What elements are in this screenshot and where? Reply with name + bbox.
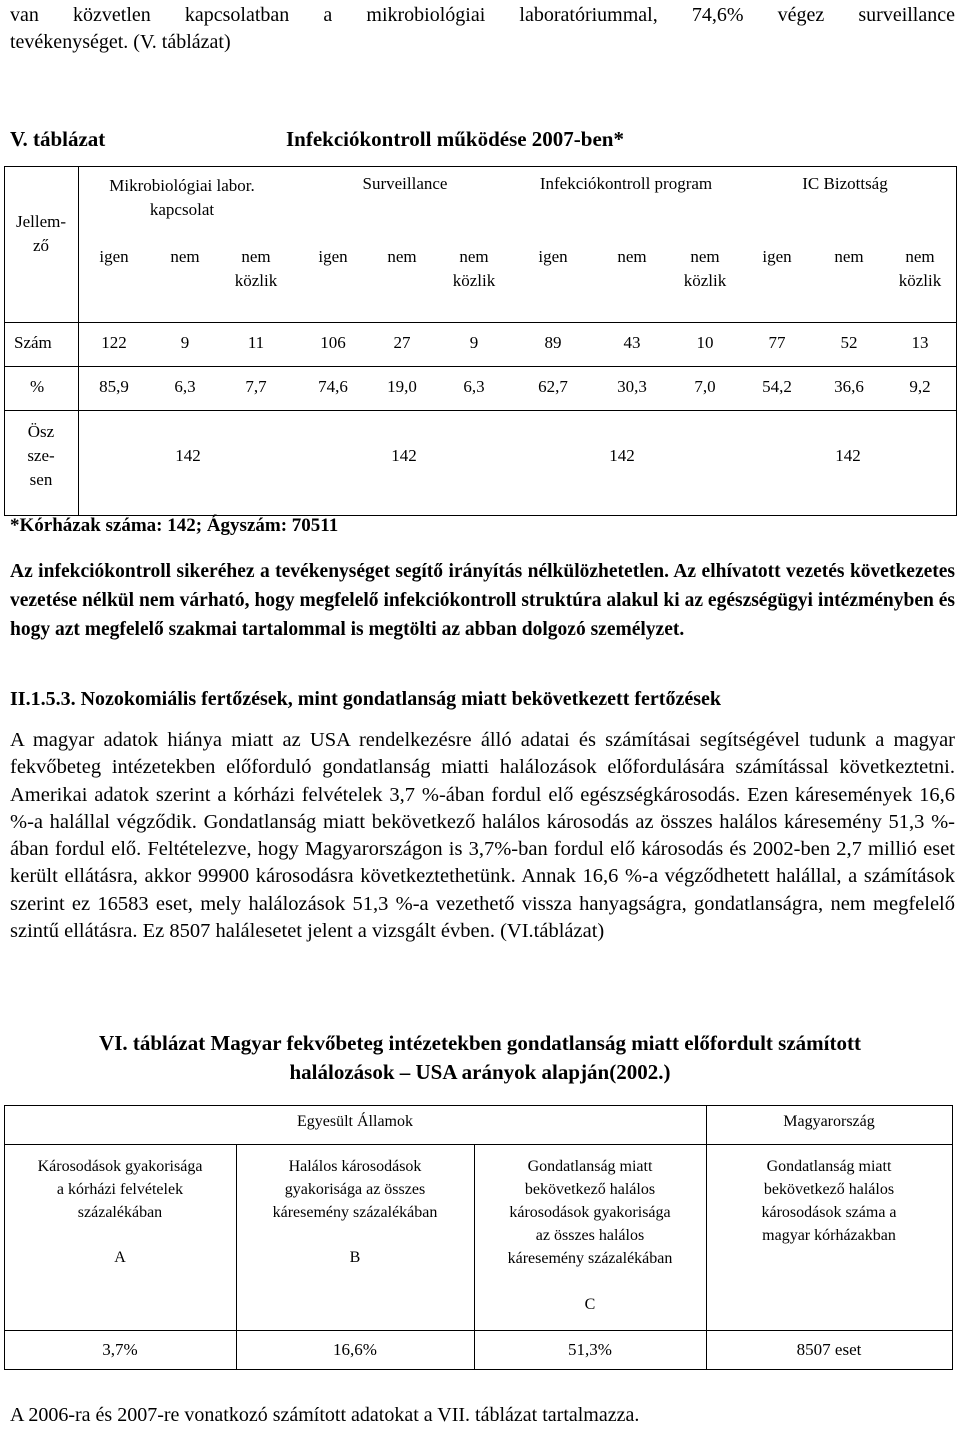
group-surveillance: Surveillance: [362, 174, 448, 193]
table-cell: 10: [696, 333, 714, 352]
body-paragraph: A magyar adatok hiánya miatt az USA rendelkezésre álló adatai és számításai segítségével tudunk a magyar fekvőbeteg intézetekben előforduló gondatlanság miatti halálozások előfordulására számítással következtetni. Amerikai adatok szerint a kórházi felvételek 3,7 %-ában fordul elő egészségkárosodás. Ezen káresemények 16,6 %-a halállal végződik. Gondatlanság miatt bekövetkező halálos károsodás az összes halálos káresemény 51,3 %-ában fordul elő. Feltételezve, hogy Magyarországon is 3,7%-ban fordul elő károsodás és 2002-ben 2,7 millió eset került ellátásra, akkor 99900 károsodásra következtethetünk. Annak 16,6 %-a végződhetett halállal, a számítások szerint ez 16583 eset, mely halálozások 51,3 %-a vezethető vissza hanyagságra, gondatlanságra, nem megfelelő szintű ellátásra. Ez 8507 halálesetet jelent a vizsgált évben. (VI.táblázat): [10, 729, 955, 943]
intro-line-1: van közvetlen kapcsolatban a mikrobiológiai laboratóriummal, 74,6% végez surveillance: [10, 4, 955, 26]
subheader-cell: igen: [762, 247, 792, 266]
table-cell: 106: [320, 333, 346, 352]
table5-footnote: *Kórházak száma: 142; Ágyszám: 70511: [10, 515, 339, 536]
total-value: 142: [835, 446, 861, 465]
subheader-cell: igen: [538, 247, 568, 266]
table-cell: 7,0: [694, 377, 716, 396]
table-cell: 30,3: [617, 377, 647, 396]
table-cell: 74,6: [318, 377, 348, 396]
table-cell: 36,6: [834, 377, 864, 396]
table-cell: 19,0: [387, 377, 417, 396]
bold-paragraph: Az infekciókontroll sikeréhez a tevékenységet segítő irányítás nélkülözhetetlen. Az elhívatott vezetés következetes vezetése nélkül nem várható, hogy megfelelő infekciókontroll struktúra alakul ki az egészségügyi intézményben és hogy azt megfelelő szakmai tartalommal is megtölti az abban dolgozó személyzet.: [10, 561, 955, 640]
section-heading: II.1.5.3. Nozokomiális fertőzések, mint gondatlanság miatt bekövetkezett fertőzések: [10, 688, 721, 710]
value-b: 16,6%: [333, 1340, 377, 1359]
col-d-header: Gondatlanság miatt bekövetkező halálos károsodások száma a magyar kórházakban: [761, 1158, 897, 1244]
subheader-cell: nem: [387, 247, 417, 266]
table-cell: 11: [247, 333, 265, 352]
table-cell: 6,3: [463, 377, 485, 396]
col-b-letter: B: [349, 1249, 361, 1266]
col-b-header: Halálos károsodások gyakorisága az összes káresemény százalékában: [272, 1158, 438, 1221]
subheader-cell: nem: [834, 247, 864, 266]
intro-line-2: tevékenységet. (V. táblázat): [10, 31, 231, 53]
col-c-letter: C: [584, 1296, 596, 1313]
group-us: Egyesült Államok: [297, 1113, 413, 1130]
table-cell: 9: [469, 333, 479, 352]
subheader-cell: igen: [318, 247, 348, 266]
table-cell: 89: [544, 333, 562, 352]
table-cell: 85,9: [99, 377, 129, 396]
table-cell: 77: [768, 333, 786, 352]
total-value: 142: [609, 446, 635, 465]
table-cell: 62,7: [538, 377, 568, 396]
group-hu: Magyarország: [783, 1113, 875, 1130]
group-mikro: Mikrobiológiai labor. kapcsolat: [109, 176, 255, 219]
table-cell: 7,7: [245, 377, 267, 396]
table-cell: 6,3: [174, 377, 196, 396]
group-ic-program: Infekciókontroll program: [539, 174, 713, 193]
subheader-cell: igen: [99, 247, 129, 266]
total-value: 142: [175, 446, 201, 465]
col-c-header: Gondatlanság miatt bekövetkező halálos károsodások gyakorisága az összes halálos káresemény százalékában: [507, 1158, 673, 1267]
subheader-cell: nem: [617, 247, 647, 266]
subheader-cell: nem: [170, 247, 200, 266]
table6-title-1: VI. táblázat Magyar fekvőbeteg intézetekben gondatlanság miatt előfordult számított: [99, 1031, 861, 1055]
table5-label: V. táblázat: [10, 127, 106, 151]
table6-title-2: halálozások – USA arányok alapján(2002.): [289, 1060, 671, 1084]
value-c: 51,3%: [568, 1340, 612, 1359]
table-cell: 54,2: [762, 377, 792, 396]
col-a-header: Károsodások gyakorisága a kórházi felvételek százalékában: [37, 1158, 203, 1221]
table-cell: 43: [623, 333, 641, 352]
table-cell: 9,2: [909, 377, 931, 396]
value-d: 8507 eset: [796, 1340, 862, 1359]
table-cell: 9: [180, 333, 190, 352]
value-a: 3,7%: [102, 1340, 138, 1359]
table-cell: 52: [840, 333, 858, 352]
subheader-cell: nem közlik: [898, 247, 942, 290]
row-label-szam: Szám: [14, 333, 52, 352]
table-cell: 13: [911, 333, 929, 352]
table-cell: 27: [393, 333, 411, 352]
total-label: Ösz sze- sen: [27, 422, 55, 489]
subheader-cell: nem közlik: [234, 247, 278, 290]
table-cell: 122: [101, 333, 127, 352]
subheader-cell: nem közlik: [683, 247, 727, 290]
total-value: 142: [391, 446, 417, 465]
col-a-letter: A: [114, 1249, 126, 1266]
row-header: Jellem- ző: [15, 212, 67, 255]
group-ic-bizottsag: IC Bizottság: [802, 174, 888, 193]
subheader-cell: nem közlik: [452, 247, 496, 290]
table5-title: Infekciókontroll működése 2007-ben*: [286, 127, 624, 151]
row-label-pct: %: [30, 377, 45, 396]
closing-line: A 2006-ra és 2007-re vonatkozó számított adatokat a VII. táblázat tartalmazza.: [10, 1404, 640, 1426]
